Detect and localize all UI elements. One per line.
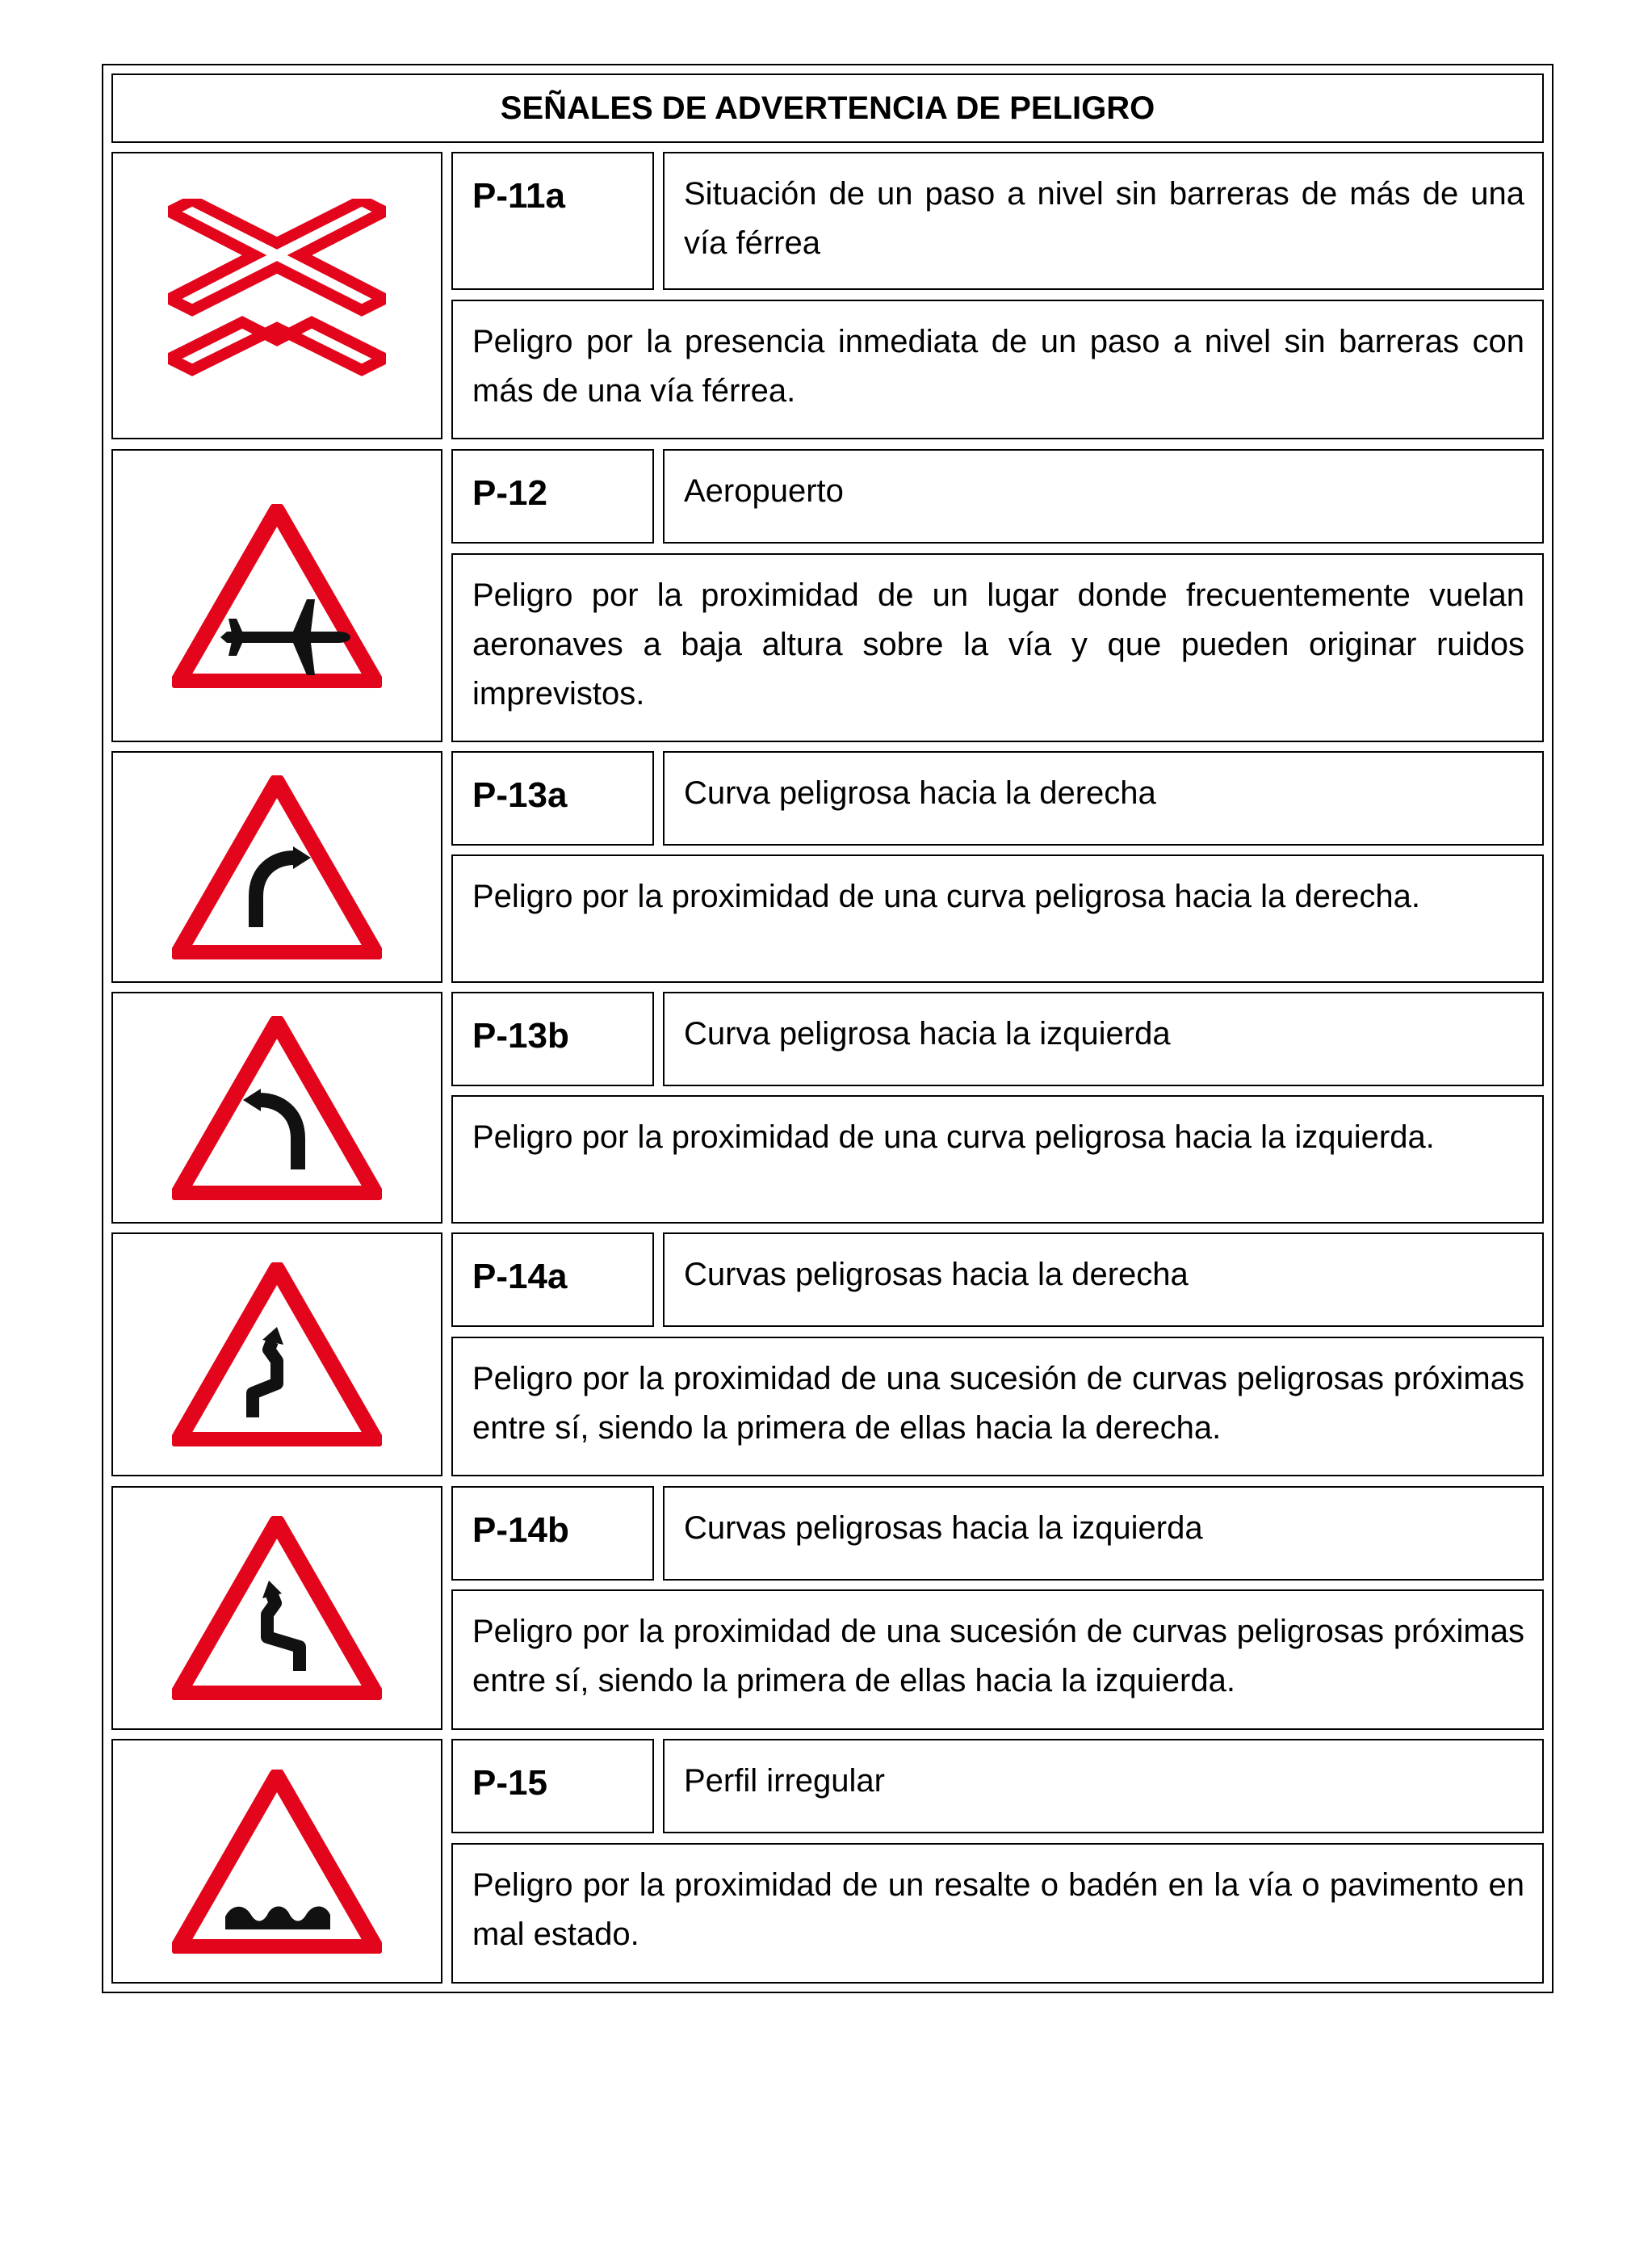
sign-name: Perfil irregular: [663, 1739, 1544, 1833]
railway-crossing-icon: [168, 199, 386, 393]
sign-description: Peligro por la presencia inmediata de un paso a nivel sin barreras con más de una vía férrea.: [451, 300, 1544, 439]
sign-image-cell: [111, 1486, 442, 1730]
sign-description: Peligro por la proximidad de una curva peligrosa hacia la derecha.: [451, 854, 1544, 983]
uneven-road-icon: [225, 1906, 330, 1929]
sign-image-cell: [111, 992, 442, 1224]
sign-name: Curvas peligrosas hacia la derecha: [663, 1232, 1544, 1327]
warning-triangle-sign: [172, 1016, 382, 1200]
warning-triangle-sign: [172, 1770, 382, 1954]
warning-triangle-sign: [172, 1516, 382, 1700]
warning-triangle-sign: [172, 775, 382, 959]
sign-code: P-14a: [451, 1232, 654, 1327]
sign-description: Peligro por la proximidad de un lugar donde frecuentemente vuelan aeronaves a baja altura sobre la vía y que pueden originar ruidos imprevistos.: [451, 553, 1544, 742]
sign-image-cell: [111, 152, 442, 439]
sign-code: P-14b: [451, 1486, 654, 1581]
sign-code: P-13b: [451, 992, 654, 1086]
sign-code: P-13a: [451, 751, 654, 846]
sign-description: Peligro por la proximidad de una curva peligrosa hacia la izquierda.: [451, 1095, 1544, 1224]
sign-description: Peligro por la proximidad de una sucesión de curvas peligrosas próximas entre sí, siendo la primera de ellas hacia la derecha.: [451, 1337, 1544, 1476]
sign-name: Curva peligrosa hacia la izquierda: [663, 992, 1544, 1086]
sign-name: Curvas peligrosas hacia la izquierda: [663, 1486, 1544, 1581]
sign-code: P-15: [451, 1739, 654, 1833]
warning-triangle-sign: [172, 504, 382, 688]
table-title: SEÑALES DE ADVERTENCIA DE PELIGRO: [111, 73, 1544, 143]
sign-description: Peligro por la proximidad de una sucesión de curvas peligrosas próximas entre sí, siendo la primera de ellas hacia la izquierda.: [451, 1589, 1544, 1730]
sign-image-cell: [111, 1232, 442, 1476]
sign-code: P-12: [451, 449, 654, 544]
sign-image-cell: [111, 751, 442, 983]
sign-name: Aeropuerto: [663, 449, 1544, 544]
sign-image-cell: [111, 1739, 442, 1984]
sign-description: Peligro por la proximidad de un resalte o badén en la vía o pavimento en mal estado.: [451, 1843, 1544, 1984]
warning-triangle-sign: [172, 1262, 382, 1446]
sign-name: Curva peligrosa hacia la derecha: [663, 751, 1544, 846]
sign-image-cell: [111, 449, 442, 742]
sign-code: P-11a: [451, 152, 654, 290]
sign-name: Situación de un paso a nivel sin barreras de más de una vía férrea: [663, 152, 1544, 290]
